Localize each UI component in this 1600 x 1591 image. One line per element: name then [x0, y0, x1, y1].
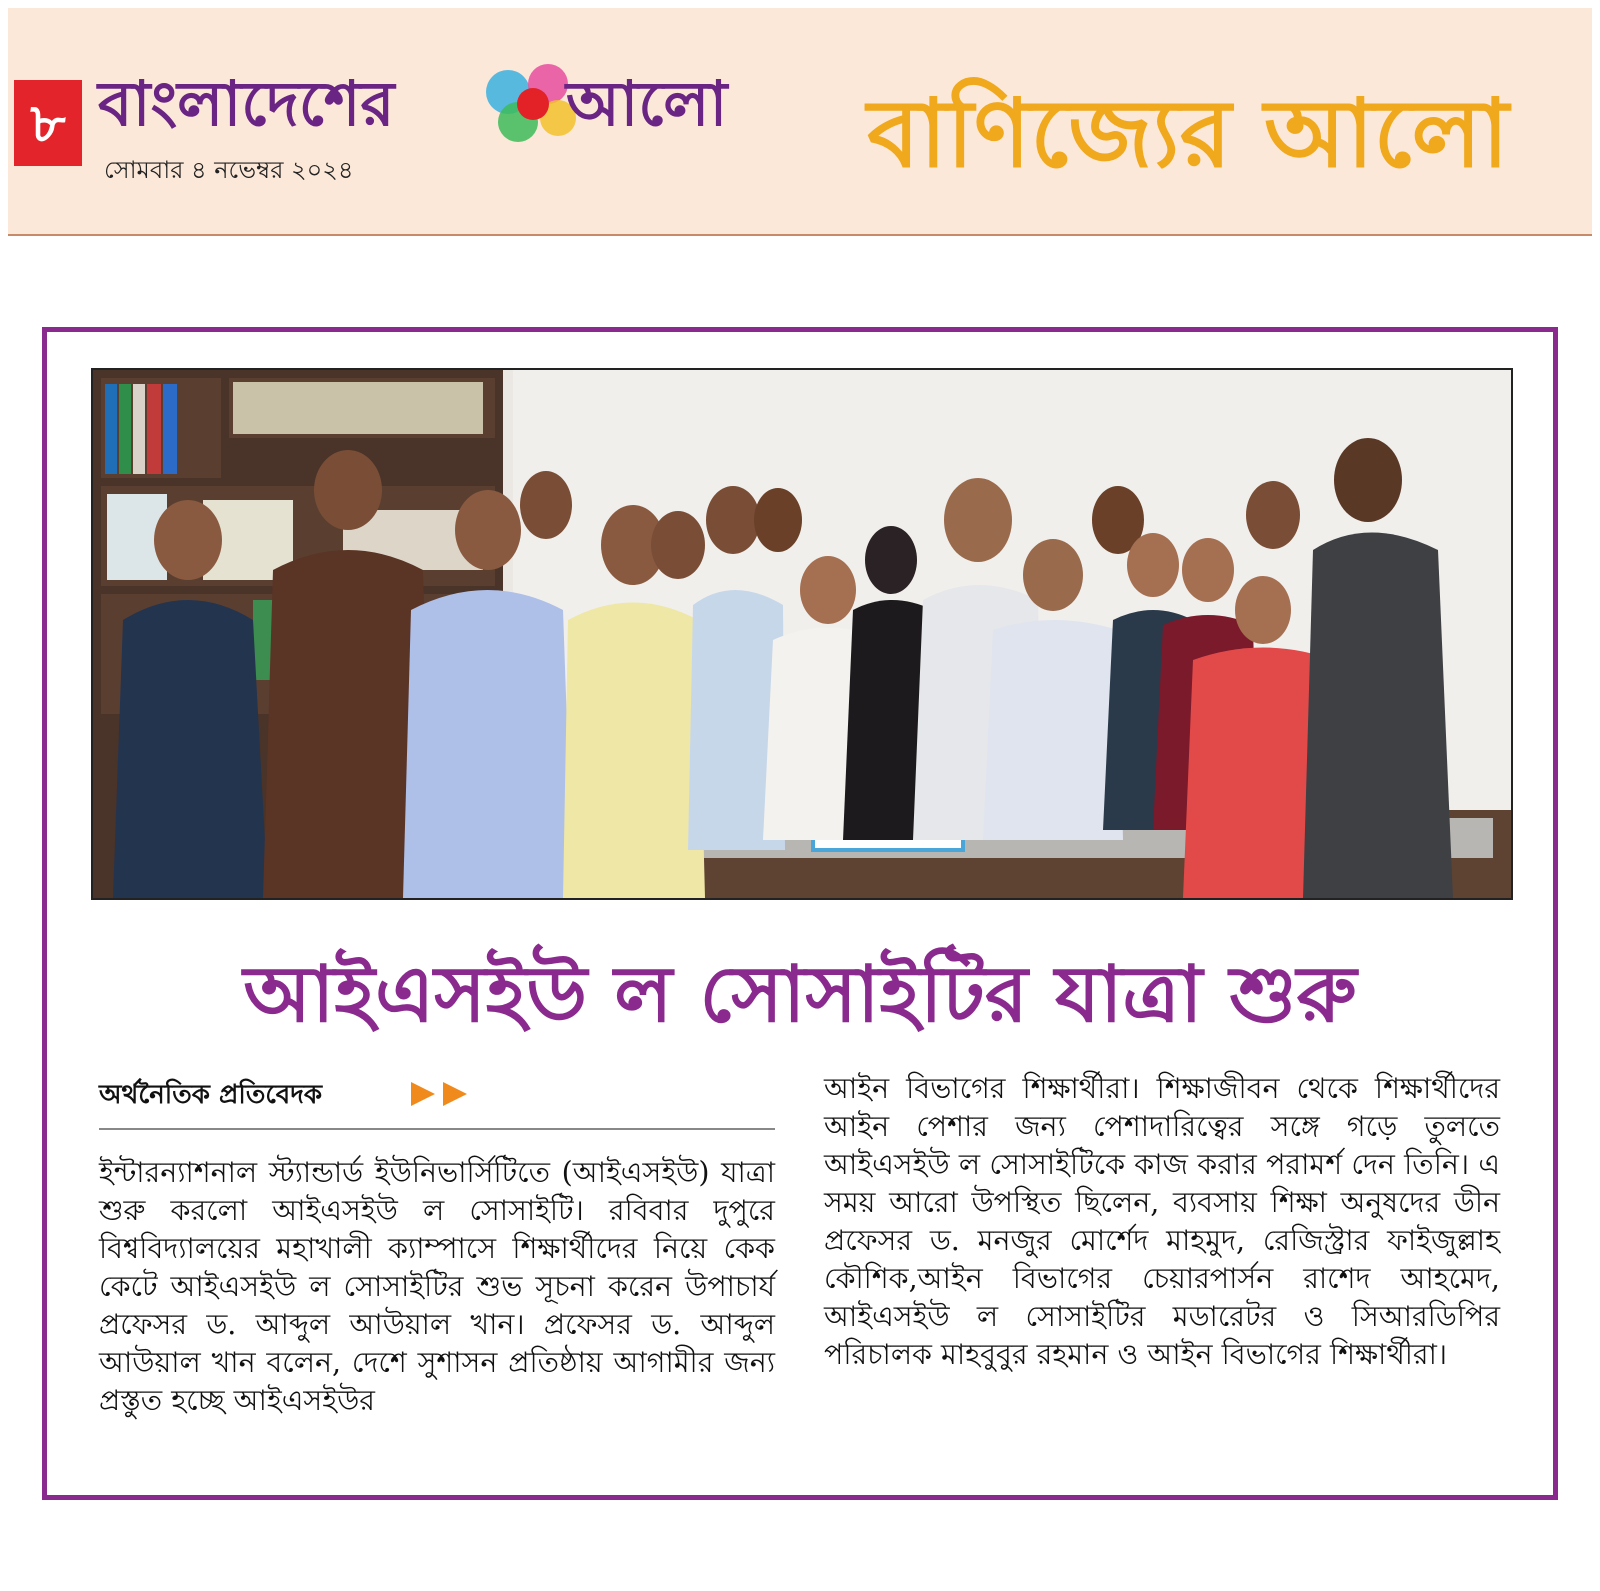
body-text-right: আইন বিভাগের শিক্ষার্থীরা। শিক্ষাজীবন থেকে শিক্ষার্থীদের আইন পেশার জন্য পেশাদারিত্বের সঙ্গে গড়ে তুলতে আইএসইউ ল সোসাইটিকে কাজ করার পরামর্শ দেন তিনি। এ সময় আরো উপস্থিত ছিলেন, ব্যবসায় শিক্ষা অনুষদের ডীন প্রফেসর ড. মনজুর মোর্শেদ মাহমুদ, রেজিস্ট্রার ফাইজুল্লাহ কৌশিক,আইন বিভাগের চেয়ারপার্সন রাশেদ আহমেদ, আইএসইউ ল সোসাইটির মডারেটর ও সিআরডিপির পরিচালক মাহবুবুর রহমান ও আইন বিভাগের শিক্ষার্থীরা।: [824, 1072, 1500, 1371]
publication-date: সোমবার ৪ নভেম্বর ২০২৪: [104, 156, 354, 184]
newspaper-logo: [98, 54, 758, 154]
section-title: বাণিজ্যের আলো: [867, 80, 1509, 189]
brand-name-right: আলো: [566, 67, 728, 140]
article-frame: [42, 327, 1558, 1500]
article-headline: আইএসইউ ল সোসাইটির যাত্রা শুরু: [243, 949, 1357, 1040]
body-text-left: ইন্টারন্যাশনাল স্ট্যান্ডার্ড ইউনিভার্সিটিতে (আইএসইউ) যাত্রা শুরু করলো আইএসইউ ল সোসাইটি। রবিবার দুপুরে বিশ্ববিদ্যালয়ের মহাখালী ক্যাম্পাসে শিক্ষার্থীদের নিয়ে কেক কেটে আইএসইউ ল সোসাইটির শুভ সূচনা করেন উপাচার্য প্রফেসর ড. আব্দুল আউয়াল খান। প্রফেসর ড. আব্দুল আউয়াল খান বলেন, দেশে সুশাসন প্রতিষ্ঠায় আগামীর জন্য প্রস্তুত হচ্ছে আইএসইউর: [99, 1156, 775, 1417]
masthead: [8, 8, 1592, 236]
byline: অর্থনৈতিক প্রতিবেদক: [99, 1080, 323, 1110]
group-photo-icon: [93, 370, 1511, 898]
byline-row: [99, 1070, 775, 1130]
double-arrow-icon: [407, 1076, 477, 1112]
article-body-column-left: [99, 1154, 775, 1420]
article-body-column-right: [824, 1070, 1500, 1374]
page-number-badge: ৮: [14, 80, 82, 166]
article-photo: [91, 368, 1513, 900]
brand-name-left: বাংলাদেশের: [98, 67, 395, 140]
